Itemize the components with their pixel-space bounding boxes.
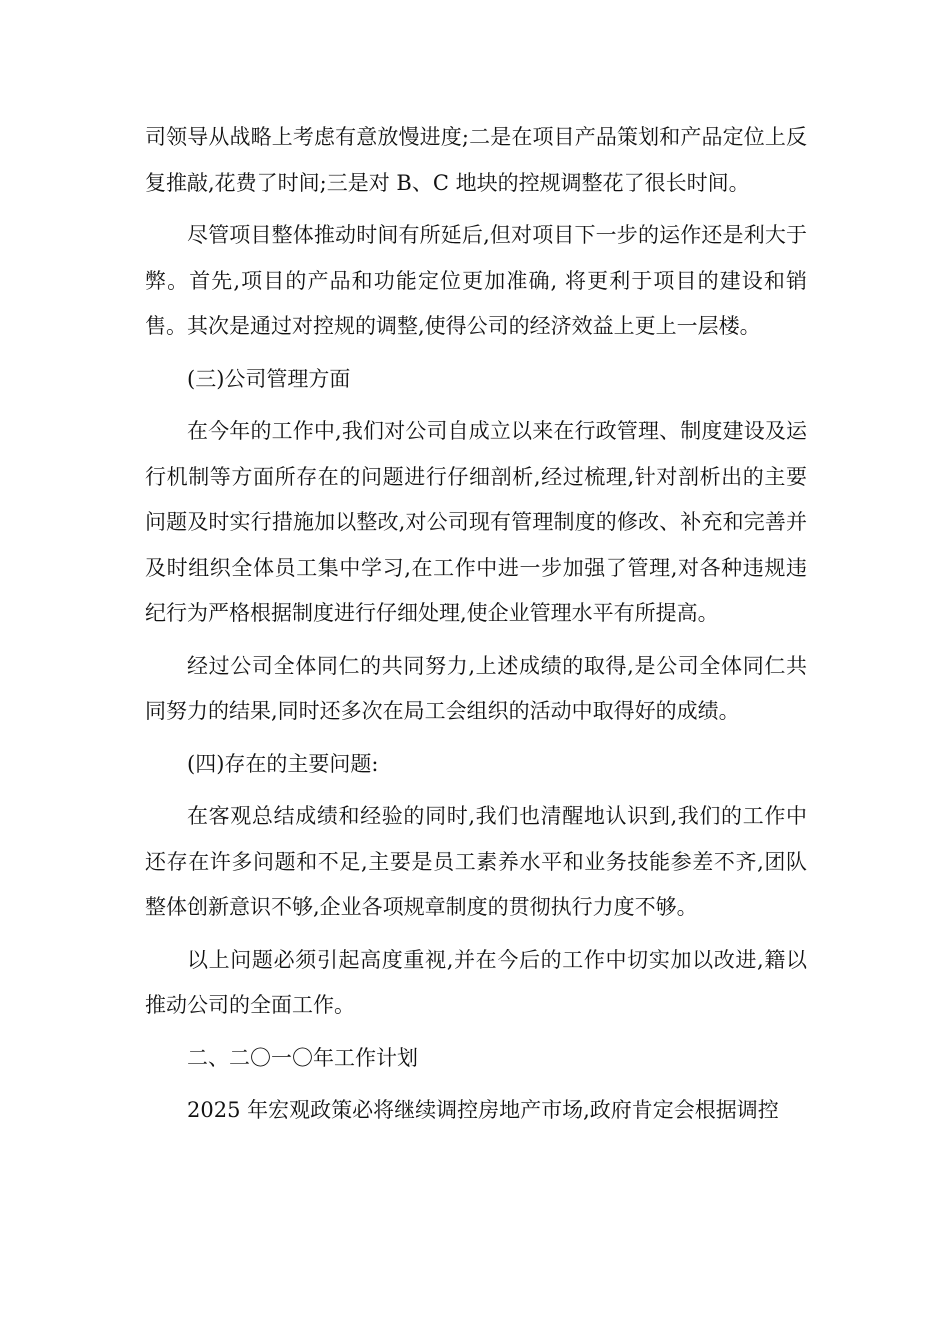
section-heading-work-plan: 二、二〇一〇年工作计划 [187,1045,418,1070]
paragraph-project-delay: 尽管项目整体推动时间有所延后,但对项目下一步的运作还是利大于弊。首先,项目的产品和功能定位更加准确, 将更利于项目的建设和销售。其次是通过对控规的调整,使得公司的经济效益上更上一层楼。 [145,223,807,338]
section-heading-problems: (四)存在的主要问题: [187,751,379,776]
paragraph-improvement: 以上问题必须引起高度重视,并在今后的工作中切实加以改进,籍以推动公司的全面工作。 [145,947,807,1017]
paragraph-management: 在今年的工作中,我们对公司自成立以来在行政管理、制度建设及运行机制等方面所存在的问题进行仔细剖析,经过梳理,针对剖析出的主要问题及时实行措施加以整改,对公司现有管理制度的修改、补充和完善并及时组织全体员工集中学习,在工作中进一步加强了管理,对各种违规违纪行为严格根据制度进行仔细处理,使企业管理水平有所提高。 [145,419,807,625]
paragraph-macro-policy: 2025 年宏观政策必将继续调控房地产市场,政府肯定会根据调控 [187,1098,779,1122]
paragraph-continuation: 司领导从战略上考虑有意放慢进度;二是在项目产品策划和产品定位上反复推敲,花费了时间;三是对 B、C 地块的控规调整花了很长时间。 [145,125,807,195]
paragraph-achievements: 经过公司全体同仁的共同努力,上述成绩的取得,是公司全体同仁共同努力的结果,同时还多次在局工会组织的活动中取得好的成绩。 [145,653,807,723]
paragraph-problems: 在客观总结成绩和经验的同时,我们也清醒地认识到,我们的工作中还存在许多问题和不足,主要是员工素养水平和业务技能参差不齐,团队整体创新意识不够,企业各项规章制度的贯彻执行力度不够。 [145,804,807,919]
document-page [145,115,807,1141]
section-heading-management: (三)公司管理方面 [187,366,351,391]
